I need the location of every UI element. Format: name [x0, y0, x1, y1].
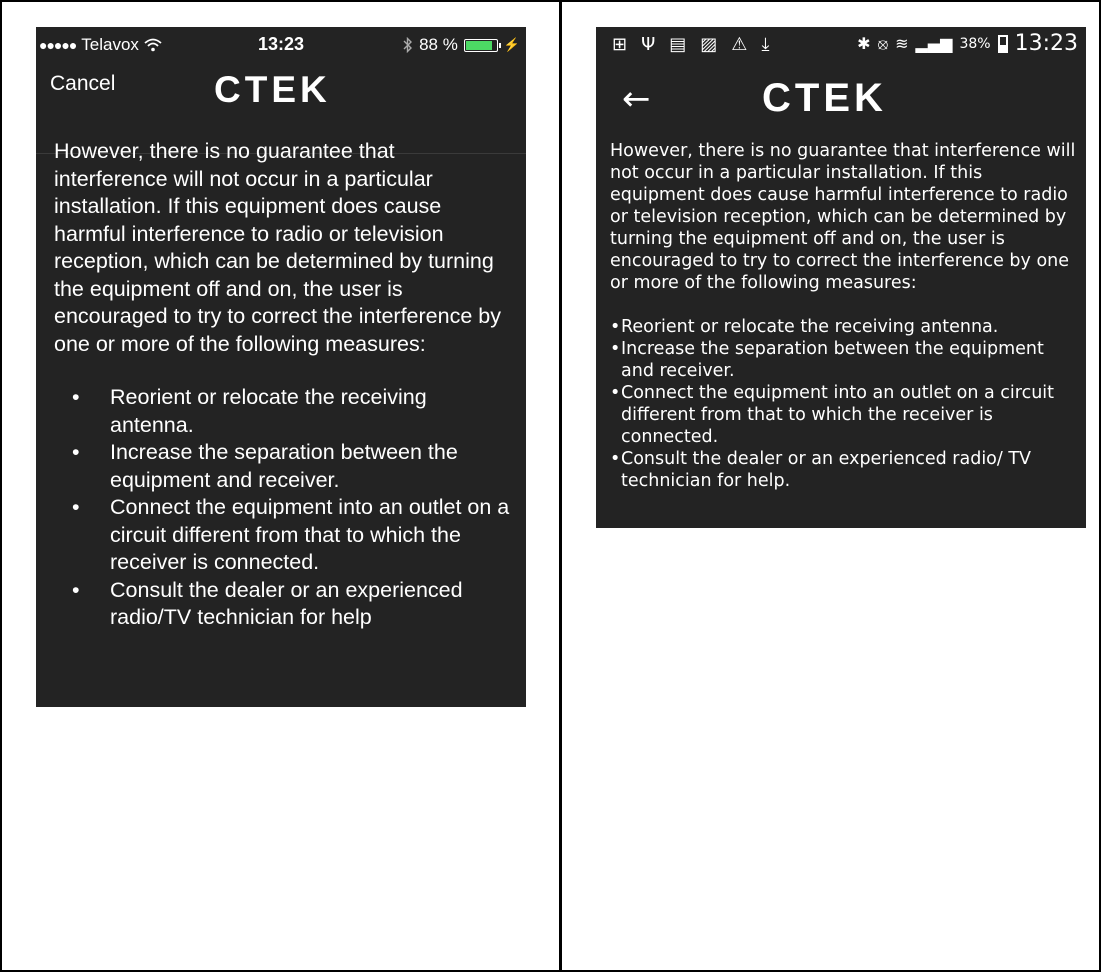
list-item: • Consult the dealer or an experienced radio/TV technician for help — [54, 577, 514, 632]
status-time: 13:23 — [1014, 31, 1078, 56]
usb-icon: Ψ — [641, 34, 656, 55]
list-item: • Consult the dealer or an experienced radio/ TV technician for help. — [610, 448, 1080, 492]
status-time: 13:23 — [258, 34, 305, 54]
ios-screen — [36, 27, 526, 707]
ios-content — [54, 138, 514, 632]
charging-bolt-icon: ⚡ — [503, 37, 520, 52]
list-item: • Connect the equipment into an outlet on a circuit different from that to which the receiver is connected. — [54, 494, 514, 577]
image-icon: ▨ — [700, 34, 718, 55]
ctek-logo: CTEK — [214, 69, 331, 110]
intro-paragraph: However, there is no guarantee that interference will not occur in a particular installation. If this equipment does cause harmful interference to radio or television reception, which can be determined by turning the equipment off and on, the user is encouraged to try to correct the interference by one or more of the following measures: — [54, 139, 501, 356]
list-item: • Reorient or relocate the receiving antenna. — [610, 316, 1080, 338]
battery-percent: 88 % — [419, 35, 458, 54]
bluetooth-icon: ✱ — [857, 34, 871, 53]
sim-card-icon: ▤ — [669, 34, 687, 55]
ctek-logo: CTEK — [762, 76, 887, 120]
list-item: • Increase the separation between the equipment and receiver. — [610, 338, 1080, 382]
android-status-bar — [596, 27, 1086, 63]
carrier-name: Telavox — [81, 35, 139, 54]
cancel-button[interactable]: Cancel — [50, 72, 116, 95]
figure-divider — [559, 0, 562, 972]
list-item: • Connect the equipment into an outlet on a circuit different from that to which the receiver is connected. — [610, 382, 1080, 448]
download-icon: ⤓ — [761, 34, 770, 55]
signal-dots-icon: ●●●●● — [39, 37, 77, 53]
battery-icon — [998, 35, 1008, 53]
intro-paragraph: However, there is no guarantee that interference will not occur in a particular installation. If this equipment does cause harmful interference to radio or television reception, which can be determined by turning the equipment off and on, the user is encouraged to try to correct the interference by one or more of the following measures: — [610, 141, 1076, 293]
list-item: • Reorient or relocate the receiving antenna. — [54, 384, 514, 439]
cell-signal-icon: ▂▄▆ — [915, 34, 953, 53]
list-item: • Increase the separation between the equipment and receiver. — [54, 439, 514, 494]
measures-list — [54, 384, 514, 632]
battery-percent: 38% — [959, 35, 991, 52]
wifi-icon — [144, 38, 162, 52]
bluetooth-icon — [403, 37, 413, 53]
vibrate-mute-icon: ⦻ — [877, 33, 889, 53]
battery-icon — [464, 39, 498, 52]
measures-list — [610, 316, 1080, 492]
notification-plus-icon: ⊞ — [612, 34, 628, 55]
back-arrow-icon[interactable]: ← — [622, 79, 651, 119]
warning-icon: ⚠ — [731, 34, 748, 55]
android-screen — [596, 27, 1086, 528]
ios-status-bar — [36, 27, 526, 63]
wifi-icon: ≋ — [895, 34, 909, 53]
android-content — [610, 140, 1080, 492]
